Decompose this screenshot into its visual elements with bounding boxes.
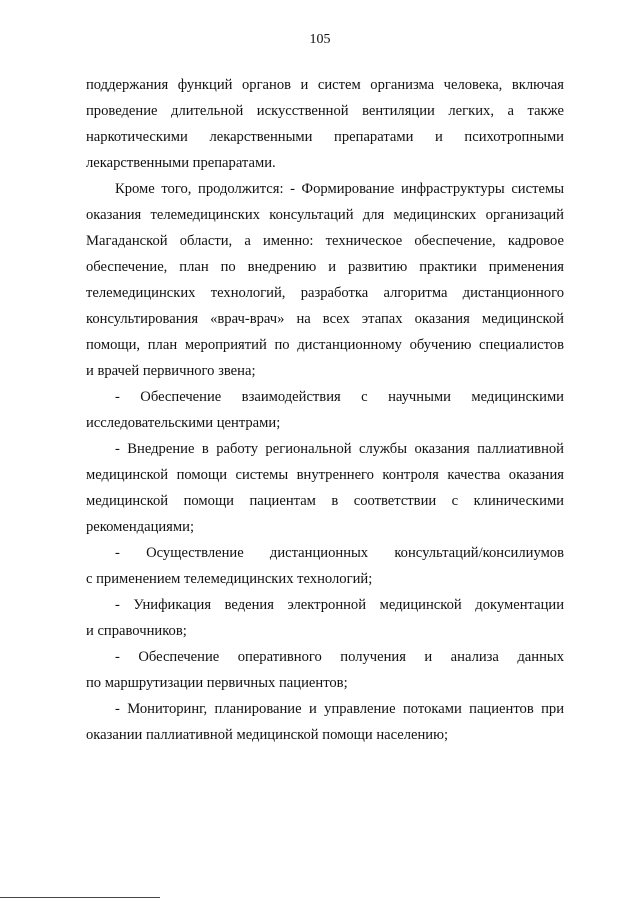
paragraph-infrastructure <box>86 176 564 384</box>
text-line: рекомендациями; <box>86 519 194 535</box>
text-line: - Обеспечение взаимодействия с научными медицинскими <box>115 389 564 405</box>
footnote-separator <box>0 897 160 898</box>
list-item-quality-control <box>86 436 564 540</box>
page-number: 105 <box>309 32 331 47</box>
paragraph-continuation <box>86 72 564 176</box>
text-line: - Мониторинг, планирование и управление потоками пациентов при <box>115 701 564 717</box>
text-line: наркотическими лекарственными препаратами и психотропными <box>86 129 564 145</box>
text-line: лекарственными препаратами. <box>86 155 276 171</box>
text-line: проведение длительной искусственной вентиляции легких, а также <box>86 103 564 119</box>
text-line: помощи, план мероприятий по дистанционному обучению специалистов <box>86 337 564 353</box>
text-line: - Внедрение в работу региональной службы оказания паллиативной <box>115 441 564 457</box>
text-line: обеспечение, план по внедрению и развитию практики применения <box>86 259 564 275</box>
text-line: по маршрутизации первичных пациентов; <box>86 675 348 691</box>
list-item-scientific-centres <box>86 384 564 436</box>
text-line: исследовательскими центрами; <box>86 415 281 431</box>
text-line: оказания телемедицинских консультаций для медицинских организаций <box>86 207 564 223</box>
text-line: - Унификация ведения электронной медицинской документации <box>115 597 564 613</box>
document-body <box>86 72 564 748</box>
text-line: - Осуществление дистанционных консультаций/консилиумов <box>115 545 564 561</box>
text-line: - Обеспечение оперативного получения и анализа данных <box>115 649 564 665</box>
text-line: поддержания функций органов и систем организма человека, включая <box>86 77 564 93</box>
text-line: и врачей первичного звена; <box>86 363 256 379</box>
text-line: оказании паллиативной медицинской помощи населению; <box>86 727 449 743</box>
text-line: консультирования «врач-врач» на всех этапах оказания медицинской <box>86 311 564 327</box>
text-line: Кроме того, продолжится: - Формирование инфраструктуры системы <box>115 181 564 197</box>
text-line: телемедицинских технологий, разработка алгоритма дистанционного <box>86 285 564 301</box>
text-line: Магаданской области, а именно: техническое обеспечение, кадровое <box>86 233 564 249</box>
list-item-documentation <box>86 592 564 644</box>
text-line: медицинской помощи пациентам в соответствии с клиническими <box>86 493 564 509</box>
list-item-routing-data <box>86 644 564 696</box>
list-item-remote-consultations <box>86 540 564 592</box>
text-line: с применением телемедицинских технологий; <box>86 571 373 587</box>
text-line: медицинской помощи системы внутреннего контроля качества оказания <box>86 467 564 483</box>
text-line: и справочников; <box>86 623 187 639</box>
list-item-monitoring <box>86 696 564 748</box>
